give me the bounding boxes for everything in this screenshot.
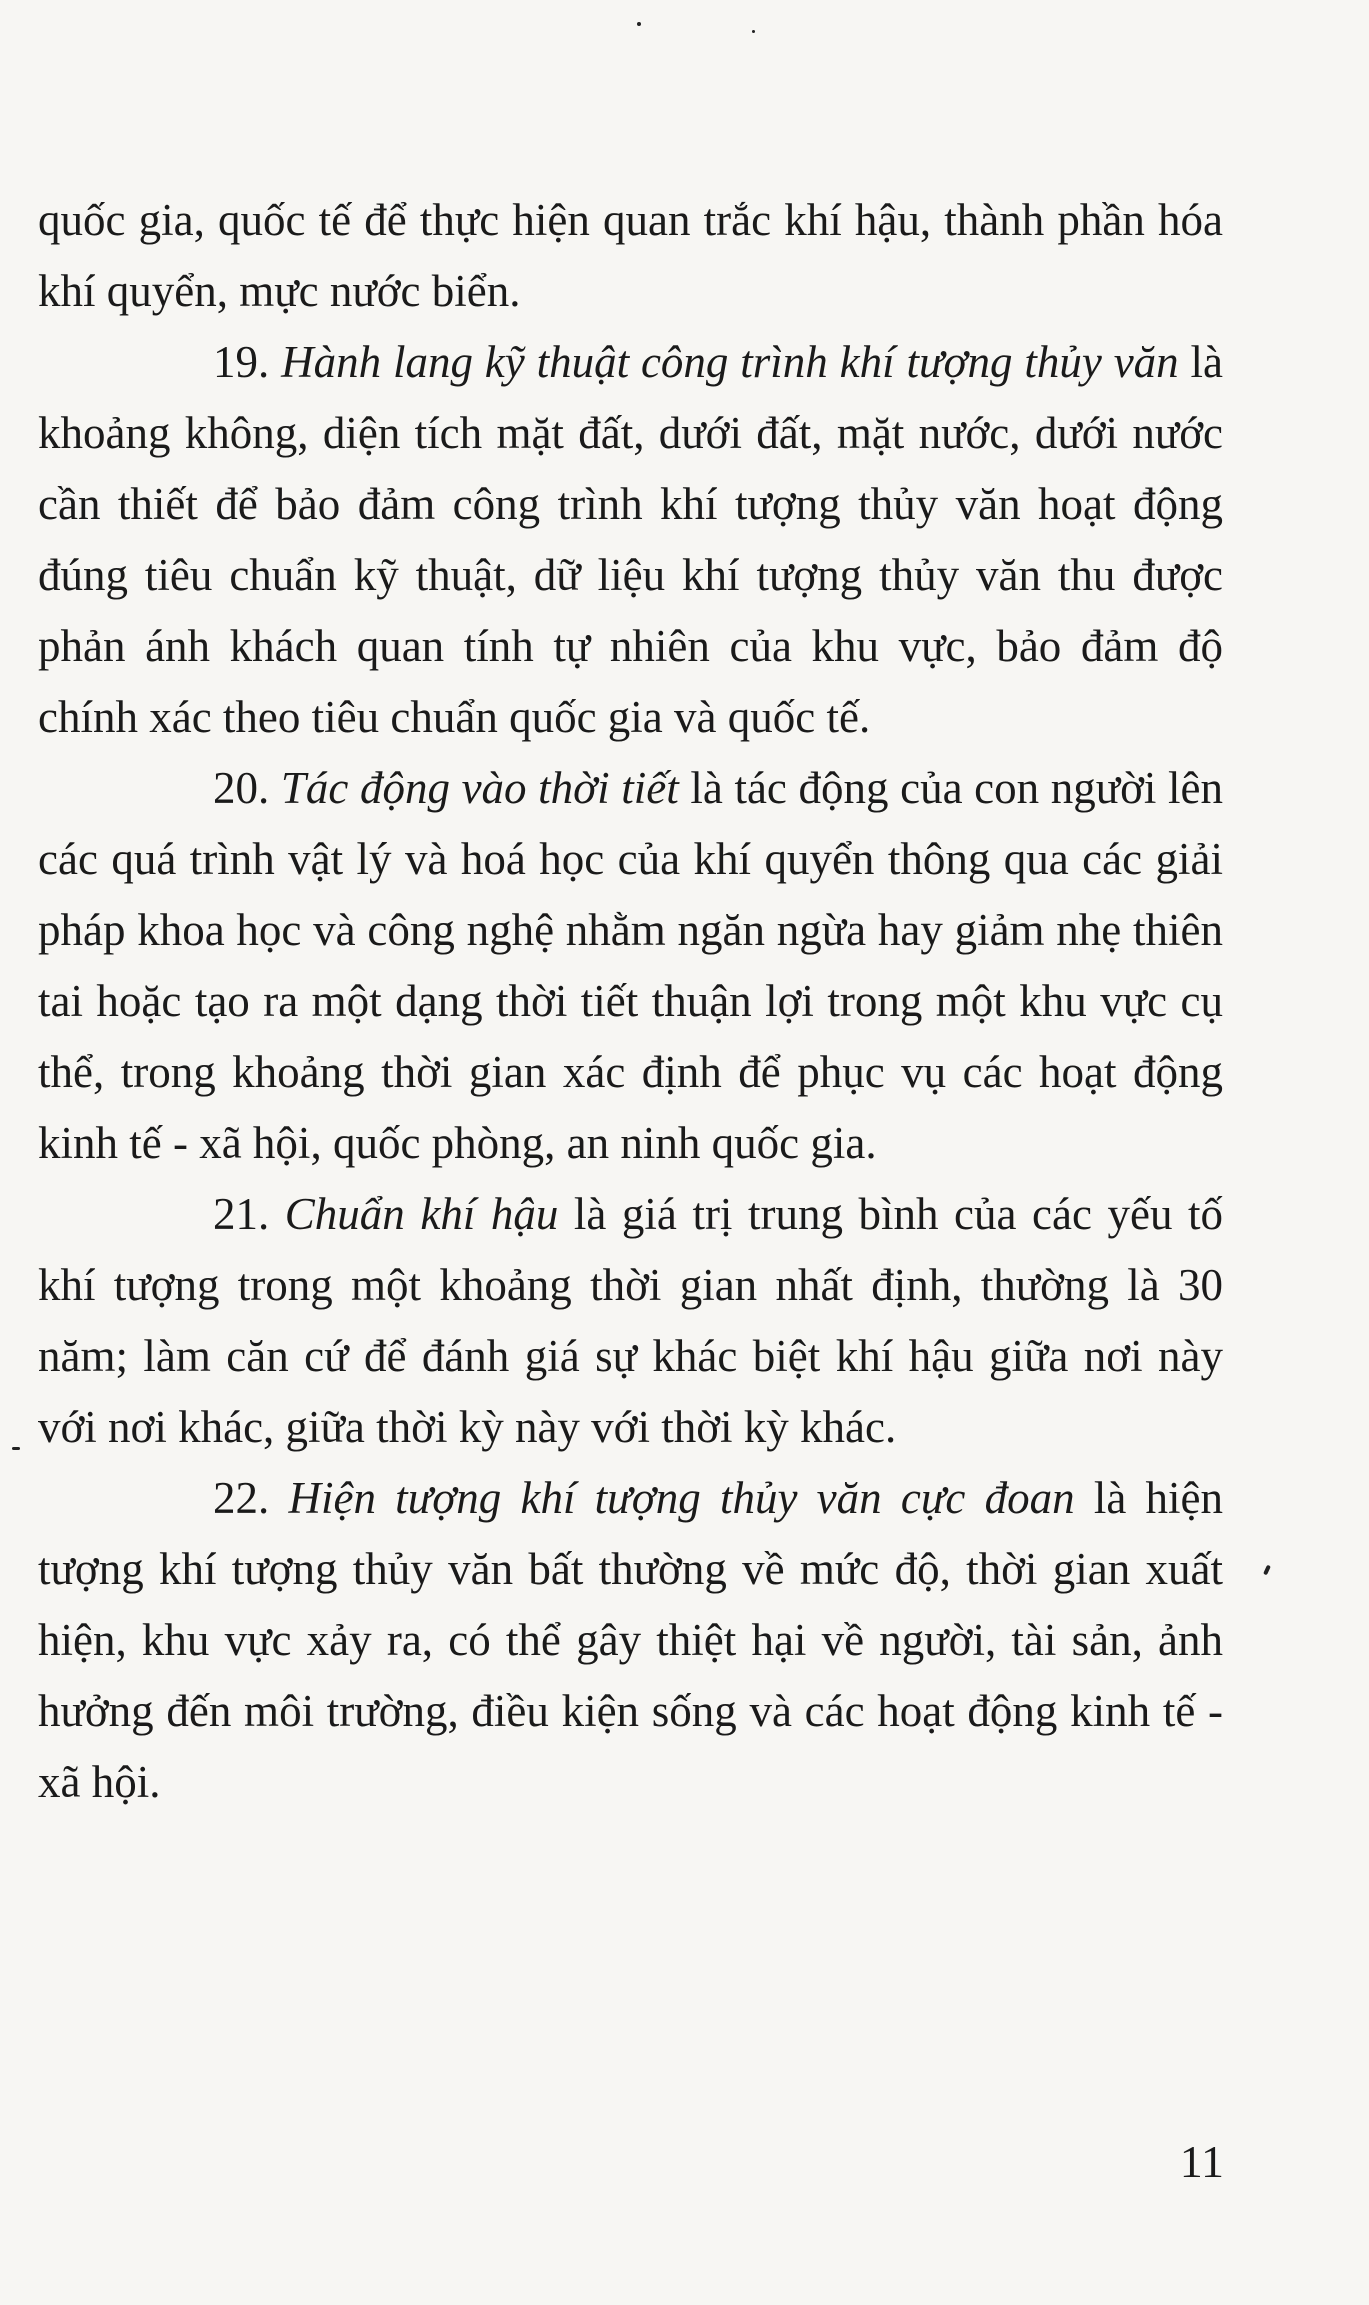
paragraph-lead: 20. <box>213 763 281 813</box>
paragraph-body: là tác động của con người lên các quá trình vật lý và hoá học của khí quyển thông qua các giải pháp khoa học và công nghệ nhằm ngăn ngừa hay giảm nhẹ thiên tai hoặc tạo ra một dạng thời tiết thuận lợi trong một khu vực cụ thể, trong khoảng thời gian xác định để phục vụ các hoạt động kinh tế - xã hội, quốc phòng, an ninh quốc gia. <box>38 763 1224 1168</box>
paragraph-term: Hiện tượng khí tượng thủy văn cực đoan <box>288 1473 1075 1523</box>
ink-speck <box>752 30 755 33</box>
paragraph-lead: 22. <box>213 1473 289 1523</box>
ink-speck <box>1263 1565 1271 1576</box>
ink-speck <box>637 22 641 26</box>
paragraph-body: là hiện tượng khí tượng thủy văn bất thường về mức độ, thời gian xuất hiện, khu vực xảy ra, có thể gây thiệt hại về người, tài sản, ảnh hưởng đến môi trường, điều kiện sống và các hoạt động kinh tế - xã hội. <box>38 1473 1224 1807</box>
body-text <box>38 185 1223 1818</box>
paragraph-lead: 21. <box>213 1189 285 1239</box>
paragraph-term: Chuẩn khí hậu <box>284 1189 559 1239</box>
paragraph-body: là giá trị trung bình của các yếu tố khí tượng trong một khoảng thời gian nhất định, thường là 30 năm; làm căn cứ để đánh giá sự khác biệt khí hậu giữa nơi này với nơi khác, giữa thời kỳ này với thời kỳ khác. <box>38 1189 1223 1452</box>
paragraph-lead: 19. <box>213 337 282 387</box>
paragraph-body: quốc gia, quốc tế để thực hiện quan trắc khí hậu, thành phần hóa khí quyển, mực nước biển. <box>38 195 1223 316</box>
paragraph-term: Hành lang kỹ thuật công trình khí tượng thủy văn <box>281 337 1179 387</box>
paragraph-continuation <box>38 185 1223 327</box>
ink-speck <box>12 1447 20 1450</box>
page-number: 11 <box>1179 2136 1224 2187</box>
paragraph-21 <box>38 1179 1223 1463</box>
paragraph-20 <box>38 753 1223 1179</box>
paragraph-term: Tác động vào thời tiết <box>280 763 679 813</box>
paragraph-19 <box>38 327 1223 753</box>
paragraph-22 <box>38 1463 1223 1818</box>
paragraph-body: là khoảng không, diện tích mặt đất, dưới đất, mặt nước, dưới nước cần thiết để bảo đảm công trình khí tượng thủy văn hoạt động đúng tiêu chuẩn kỹ thuật, dữ liệu khí tượng thủy văn thu được phản ánh khách quan tính tự nhiên của khu vực, bảo đảm độ chính xác theo tiêu chuẩn quốc gia và quốc tế. <box>38 337 1223 742</box>
